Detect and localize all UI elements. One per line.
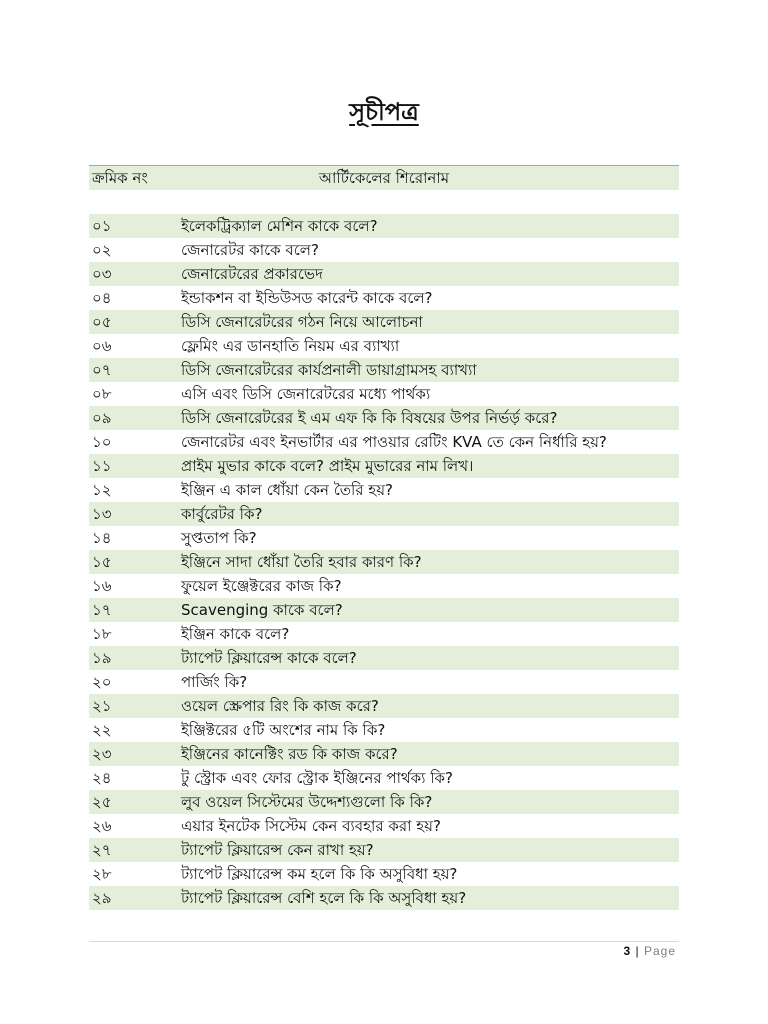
row-article-title: প্রাইম মুভার কাকে বলে? প্রাইম মুভারের নাম লিখ। xyxy=(181,457,474,475)
row-article-title: জেনারেটরের প্রকারভেদ xyxy=(181,265,323,283)
table-row xyxy=(89,430,679,454)
row-article-title: এসি এবং ডিসি জেনারেটরের মধ্যে পার্থক্য xyxy=(181,385,431,403)
row-article-title: ট্যাপেট ক্লিয়ারেন্স কেন রাখা হয়? xyxy=(181,841,374,859)
row-serial-number: ১৮ xyxy=(92,625,112,643)
row-serial-number: ২৬ xyxy=(92,817,112,835)
row-serial-number: ১৩ xyxy=(92,505,112,523)
row-article-title: ইন্ডাকশন বা ইন্ডিউসড কারেন্ট কাকে বলে? xyxy=(181,289,433,307)
row-serial-number: ২৯ xyxy=(92,889,112,907)
row-serial-number: ১৫ xyxy=(92,553,112,571)
table-row xyxy=(89,214,679,238)
table-row xyxy=(89,310,679,334)
row-serial-number: ২০ xyxy=(92,673,112,691)
row-serial-number: ০২ xyxy=(92,241,112,259)
row-article-title: পার্জিং কি? xyxy=(181,673,248,691)
row-article-title: ইঞ্জিন এ কাল ধোঁয়া কেন তৈরি হয়? xyxy=(181,481,394,499)
header-article-title: আর্টিকেলের শিরোনাম xyxy=(318,169,450,187)
page-label: Page xyxy=(643,944,676,958)
table-row xyxy=(89,886,679,910)
row-serial-number: ২৫ xyxy=(92,793,112,811)
table-row xyxy=(89,622,679,646)
table-row xyxy=(89,478,679,502)
table-row xyxy=(89,334,679,358)
row-serial-number: ১১ xyxy=(92,457,112,475)
row-article-title: টু স্ট্রোক এবং ফোর স্ট্রোক ইঞ্জিনের পার্থক্য কি? xyxy=(181,769,453,787)
table-of-contents xyxy=(89,165,679,910)
row-serial-number: ০৯ xyxy=(92,409,112,427)
table-spacer xyxy=(89,190,679,214)
row-serial-number: ১৪ xyxy=(92,529,112,547)
row-article-title: সুপ্ততাপ কি? xyxy=(181,529,257,547)
table-row xyxy=(89,598,679,622)
table-row xyxy=(89,718,679,742)
header-serial-number: ক্রমিক নং xyxy=(92,169,148,187)
row-article-title: ফুয়েল ইঞ্জেক্টরের কাজ কি? xyxy=(181,577,342,595)
row-serial-number: ০৩ xyxy=(92,265,112,283)
row-article-title: Scavenging কাকে বলে? xyxy=(181,601,343,619)
row-article-title: ইঞ্জিক্টরের ৫টি অংশের নাম কি কি? xyxy=(181,721,386,739)
table-row xyxy=(89,358,679,382)
table-row xyxy=(89,286,679,310)
row-article-title: ট্যাপেট ক্লিয়ারেন্স কম হলে কি কি অসুবিধা হয়? xyxy=(181,865,458,883)
row-article-title: ট্যাপেট ক্লিয়ারেন্স কাকে বলে? xyxy=(181,649,357,667)
table-row xyxy=(89,646,679,670)
page-number: 3 xyxy=(623,944,632,958)
row-article-title: ডিসি জেনারেটরের কার্যপ্রনালী ডায়াগ্রামসহ ব্যাখ্যা xyxy=(181,361,477,379)
row-serial-number: ২১ xyxy=(92,697,112,715)
table-row xyxy=(89,406,679,430)
table-row xyxy=(89,862,679,886)
row-serial-number: ১০ xyxy=(92,433,112,451)
page-title: সূচীপত্র xyxy=(349,98,419,126)
row-serial-number: ০৪ xyxy=(92,289,112,307)
row-serial-number: ১৭ xyxy=(92,601,112,619)
row-article-title: ইঞ্জিন কাকে বলে? xyxy=(181,625,290,643)
row-serial-number: ০৬ xyxy=(92,337,112,355)
row-article-title: ওয়েল স্ক্রেপার রিং কি কাজ করে? xyxy=(181,697,379,715)
table-row xyxy=(89,670,679,694)
row-article-title: জেনারেটর এবং ইনভার্টার এর পাওয়ার রেটিং KVA তে কেন নির্ধারি হয়? xyxy=(181,433,607,451)
table-body xyxy=(89,214,679,910)
row-article-title: ইঞ্জিনে সাদা ধোঁয়া তৈরি হবার কারণ কি? xyxy=(181,553,422,571)
row-article-title: ইঞ্জিনের কানেক্টিং রড কি কাজ করে? xyxy=(181,745,398,763)
row-article-title: ডিসি জেনারেটরের ই এম এফ কি কি বিষয়ের উপর নির্ভর্ড় করে? xyxy=(181,409,558,427)
table-row xyxy=(89,742,679,766)
row-article-title: ইলেকট্রিক্যাল মেশিন কাকে বলে? xyxy=(181,217,378,235)
row-serial-number: ০১ xyxy=(92,217,112,235)
table-row xyxy=(89,550,679,574)
footer-divider xyxy=(89,941,679,942)
row-serial-number: ০৮ xyxy=(92,385,112,403)
table-row xyxy=(89,814,679,838)
row-article-title: ট্যাপেট ক্লিয়ারেন্স বেশি হলে কি কি অসুবিধা হয়? xyxy=(181,889,467,907)
table-row xyxy=(89,790,679,814)
row-serial-number: ২৩ xyxy=(92,745,112,763)
page-separator: | xyxy=(635,944,640,958)
row-serial-number: ২৭ xyxy=(92,841,112,859)
row-serial-number: ২৪ xyxy=(92,769,112,787)
table-row xyxy=(89,766,679,790)
row-serial-number: ০৫ xyxy=(92,313,112,331)
table-row xyxy=(89,502,679,526)
row-article-title: লুব ওয়েল সিস্টেমের উদ্দেশ্যগুলো কি কি? xyxy=(181,793,433,811)
row-article-title: এয়ার ইনটেক সিস্টেম কেন ব্যবহার করা হয়? xyxy=(181,817,441,835)
table-row xyxy=(89,838,679,862)
row-article-title: ফ্লেমিং এর ডানহাতি নিয়ম এর ব্যাখ্যা xyxy=(181,337,400,355)
row-serial-number: ২৮ xyxy=(92,865,112,883)
table-row xyxy=(89,454,679,478)
table-header xyxy=(89,165,679,190)
row-article-title: কার্বুরেটর কি? xyxy=(181,505,263,523)
row-serial-number: ০৭ xyxy=(92,361,112,379)
table-row xyxy=(89,694,679,718)
row-article-title: ডিসি জেনারেটরের গঠন নিয়ে আলোচনা xyxy=(181,313,423,331)
table-row xyxy=(89,526,679,550)
row-serial-number: ১২ xyxy=(92,481,112,499)
row-serial-number: ১৬ xyxy=(92,577,112,595)
table-row xyxy=(89,574,679,598)
row-article-title: জেনারেটর কাকে বলে? xyxy=(181,241,319,259)
table-row xyxy=(89,382,679,406)
table-row xyxy=(89,262,679,286)
page-footer xyxy=(623,944,676,958)
table-row xyxy=(89,238,679,262)
row-serial-number: ২২ xyxy=(92,721,112,739)
row-serial-number: ১৯ xyxy=(92,649,112,667)
